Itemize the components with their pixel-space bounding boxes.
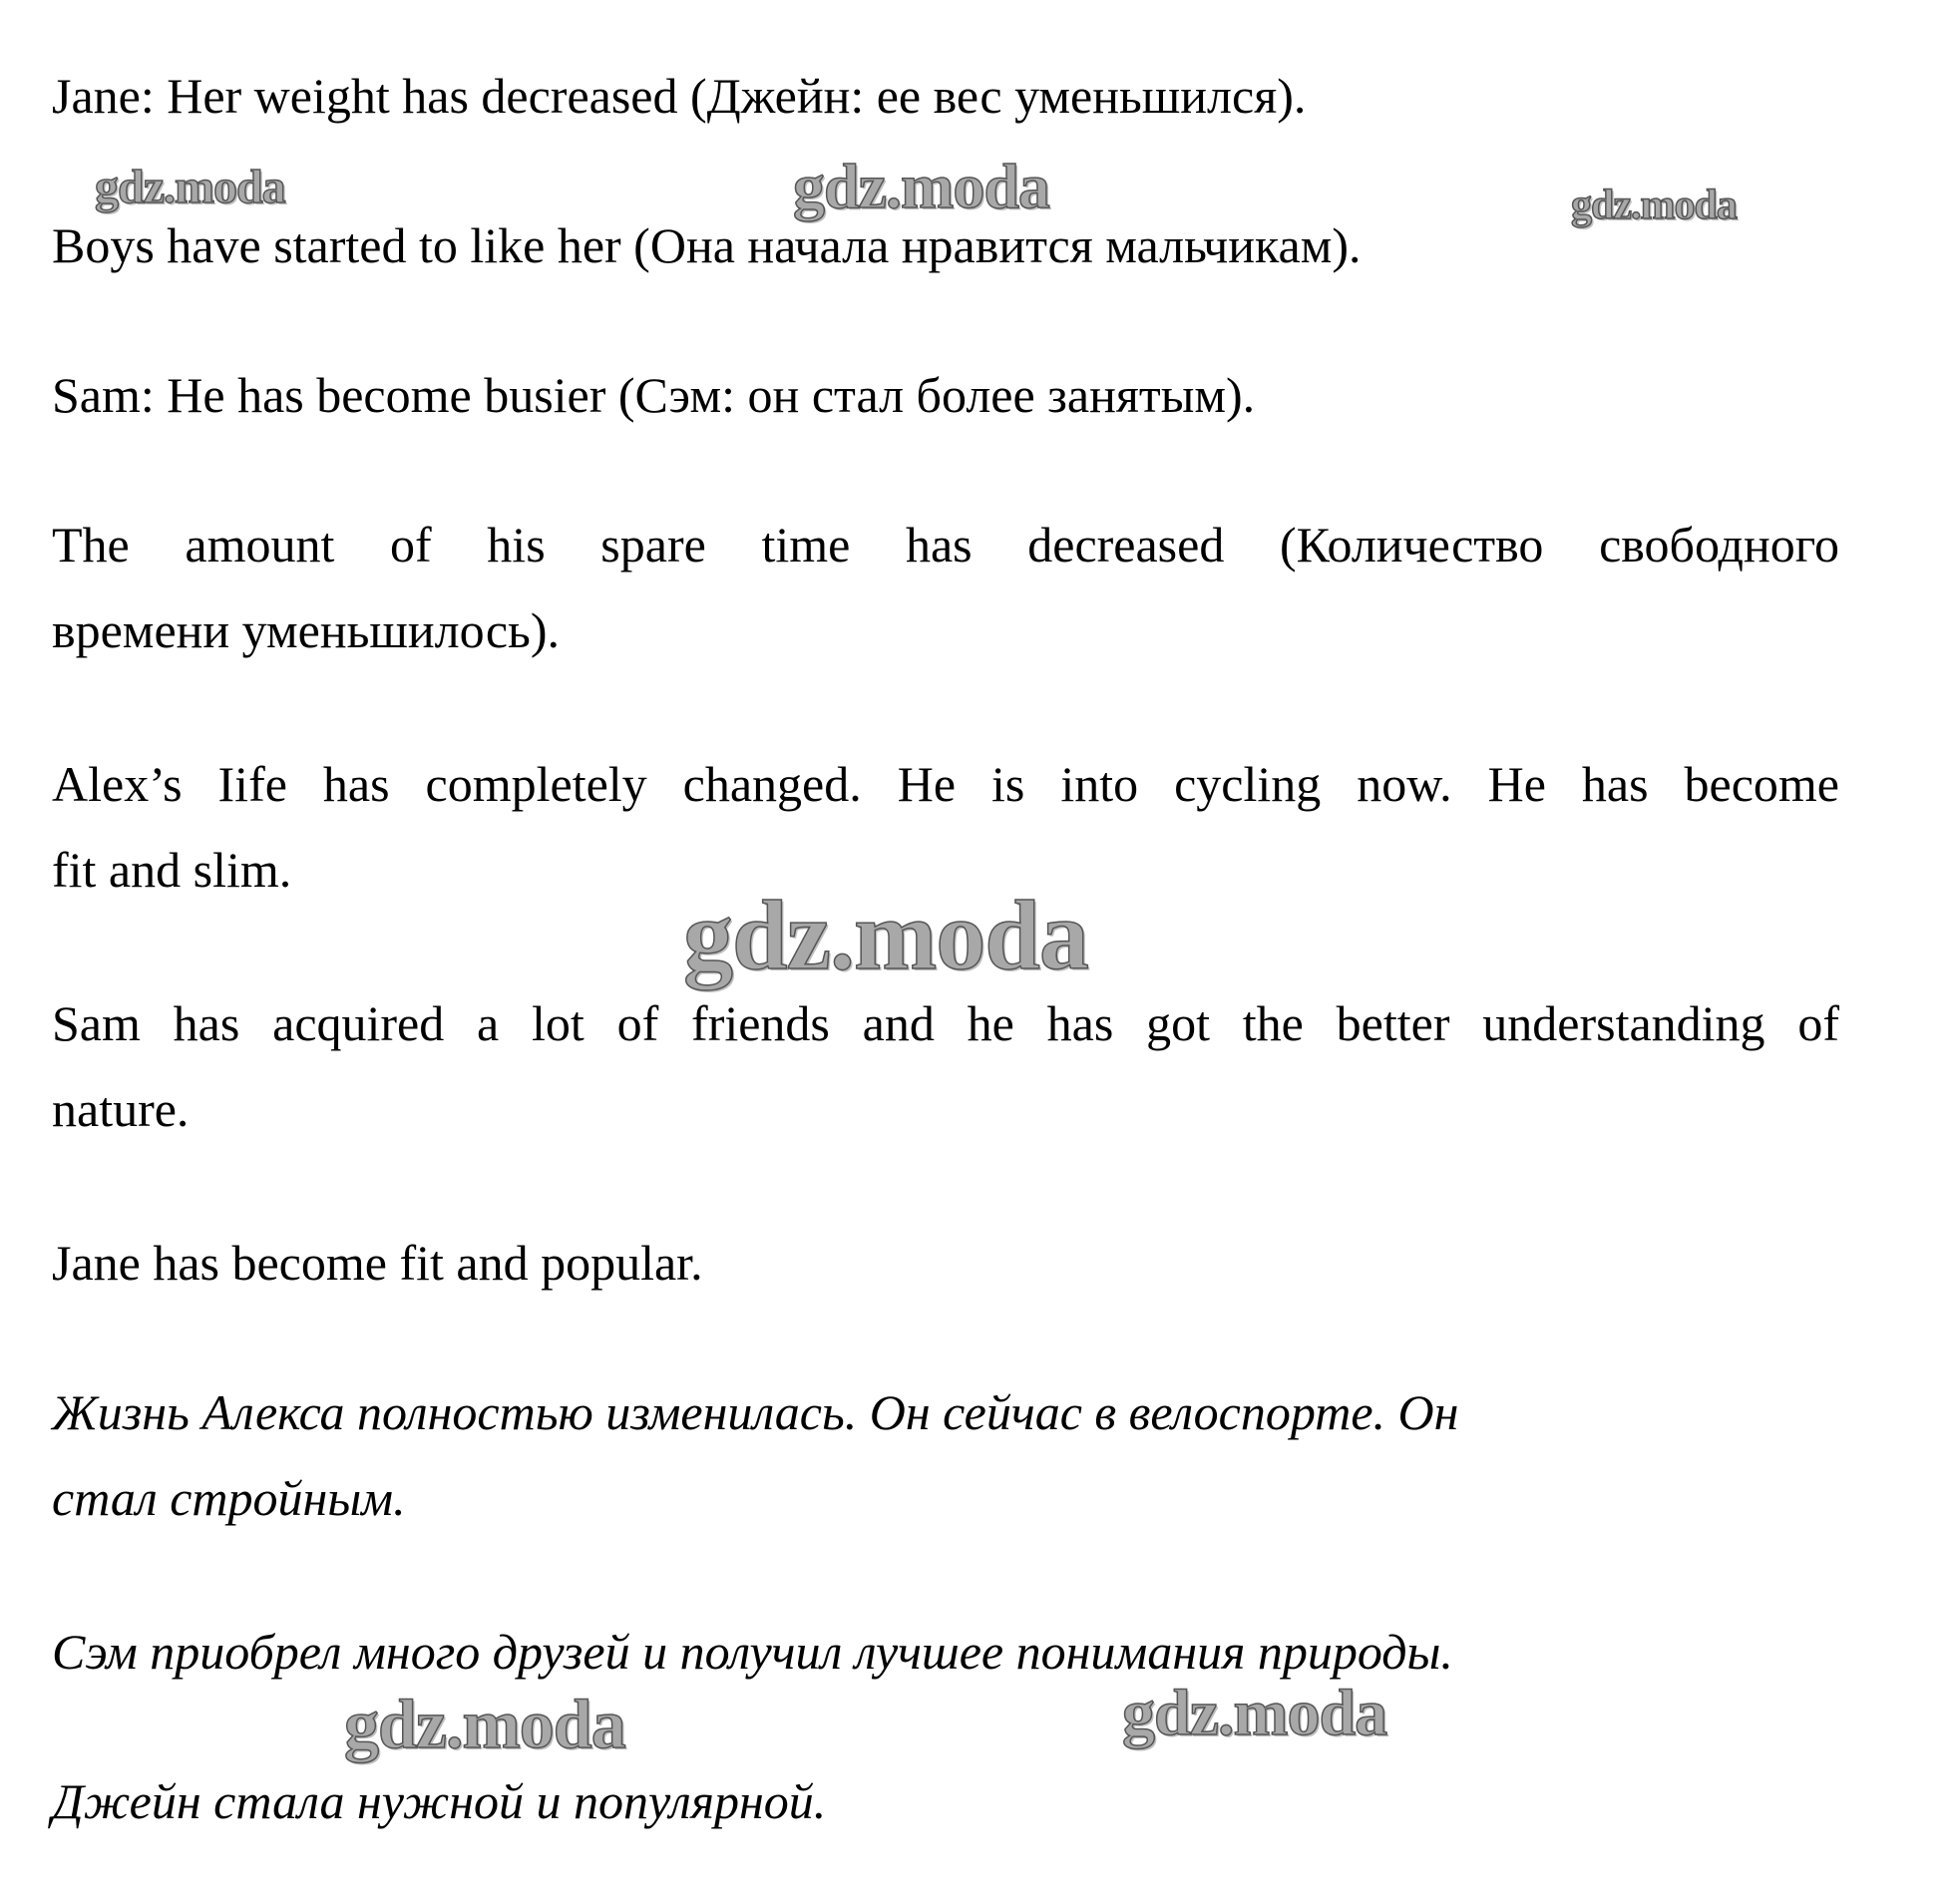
answer-line-spare-time: [52, 515, 1839, 574]
answer-line-sam-friends-1: Sam has acquired a lot of friends and he has got the better understanding of: [52, 995, 1839, 1051]
watermark-logo: gdz.moda: [344, 1687, 625, 1763]
answer-line-sam-friends: [52, 993, 1839, 1053]
answer-line-sam-busier: Sam: He has become busier (Сэм: он стал более занятым).: [52, 367, 1256, 423]
answer-line-jane-weight: Jane: Her weight has decreased (Джейн: ее вес уменьшился).: [52, 68, 1307, 124]
translation-line-alex-2: стал стройным.: [52, 1470, 406, 1526]
translation-line-jane: Джейн стала нужной и популярной.: [52, 1773, 827, 1829]
answer-line-spare-time-2: времени уменьшилось).: [52, 602, 560, 658]
watermark-logo: gdz.moda: [95, 161, 285, 213]
answer-line-sam-friends-2: nature.: [52, 1081, 190, 1137]
answer-line-boys-like: Boys have started to like her (Она начала нравится мальчикам).: [52, 217, 1362, 273]
watermark-logo: gdz.moda: [1122, 1677, 1387, 1749]
watermark-logo: gdz.moda: [683, 880, 1088, 990]
watermark-logo: gdz.moda: [1571, 183, 1737, 228]
answer-line-alex-life: [52, 754, 1839, 814]
translation-line-alex-1: Жизнь Алекса полностью изменилась. Он сейчас в велоспорте. Он: [52, 1384, 1459, 1440]
translation-line-sam: Сэм приобрел много друзей и получил лучшее понимания природы.: [52, 1624, 1453, 1680]
answer-line-alex-life-1: Alex’s Iife has completely changed. He is into cycling now. He has become: [52, 756, 1839, 812]
answer-line-jane-popular: Jane has become fit and popular.: [52, 1235, 703, 1291]
answer-line-alex-life-2: fit and slim.: [52, 842, 292, 898]
watermark-logo: gdz.moda: [793, 151, 1049, 221]
answer-line-spare-time-1: The amount of his spare time has decreased (Количество свободного: [52, 517, 1839, 572]
